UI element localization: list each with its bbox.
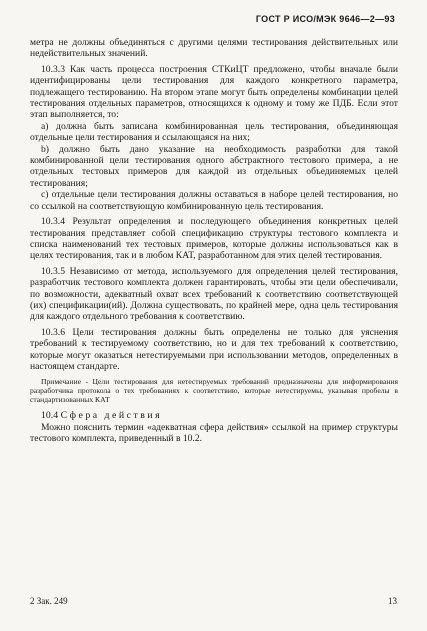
paragraph-continuation: метра не должны объединяться с другими целями тестирования действительных или недействительных значений. [30, 37, 398, 60]
page-number: 13 [388, 596, 397, 606]
paragraph-10-4: Можно пояснить термин «адекватная сфера действия» ссылкой на пример структуры тестового комплекта, приведенный в 10.2. [30, 421, 398, 445]
paragraph-10-3-3: 10.3.3 Как часть процесса построения СТКиЦТ предложено, чтобы вначале были идентифицированы цели тестирования для каждого конкретного параметра, подлежащего тестированию. На втором этапе могут быть определены комбинации целей тестирования отдельных параметров, относящихся к одному и тому же ПДБ. Если этот этап выполняется, то: [30, 63, 398, 121]
paragraph-10-3-6: 10.3.6 Цели тестирования должны быть определены не только для уяснения требований к тестируемому соответствию, но и для тех требований к соответствию, которые могут оказаться нетестируемыми при использовании методов, определенных в настоящем стандарте. [30, 326, 398, 372]
print-order: 2 Зак. 249 [30, 596, 68, 606]
section-number: 10.4 [41, 410, 59, 422]
list-item-a: а) должна быть записана комбинированная цель тестирования, объединяющая отдельные цели тестирования и ссылающаяся на них; [30, 120, 398, 144]
page-footer [30, 596, 397, 606]
list-item-c: с) отдельные цели тестирования должны оставаться в наборе целей тестирования, но со ссылкой на соответствующую комбинированную цель тестирования. [30, 189, 398, 212]
section-title: Сфера действия [60, 410, 163, 422]
list-item-b: b) должно быть дано указание на необходимость разработки для такой комбинированной цели тестирования одного абстрактного тестового примера, а не отдельных тестовых примеров для каждой из отдельных объединяемых целей тестирования; [30, 143, 398, 189]
page-header: ГОСТ Р ИСО/МЭК 9646—2—93 [255, 14, 395, 24]
paragraph-10-3-5: 10.3.5 Независимо от метода, используемого для определения целей тестирования, разработчик тестового комплекта должен гарантировать, чтобы эти цели обеспечивали, по возможности, адекватный охват всех требований к соответствию соответствующей (их) спецификации(ий). Должна существовать, по крайней мере, одна цель тестирования для каждого отдельного требования к соответствию. [30, 265, 398, 323]
section-heading [30, 410, 398, 421]
document-body [30, 37, 398, 445]
note: Примечание - Цели тестирования для нетестируемых требований предназначены для информирования разработчика протокола о тех требованиях к соответствию, которые нетестируемы, указывая пробелы в стандартизованных КАТ [30, 377, 398, 405]
paragraph-10-3-4: 10.3.4 Результат определения и последующего объединения конкретных целей тестирования представляет собой спецификацию структуры тестового комплекта и списка наименований тех тестовых примеров, которые должны использоваться как в целях тестирования, так и в любом КАТ, разработанном для этих целей тестирования. [30, 216, 398, 262]
